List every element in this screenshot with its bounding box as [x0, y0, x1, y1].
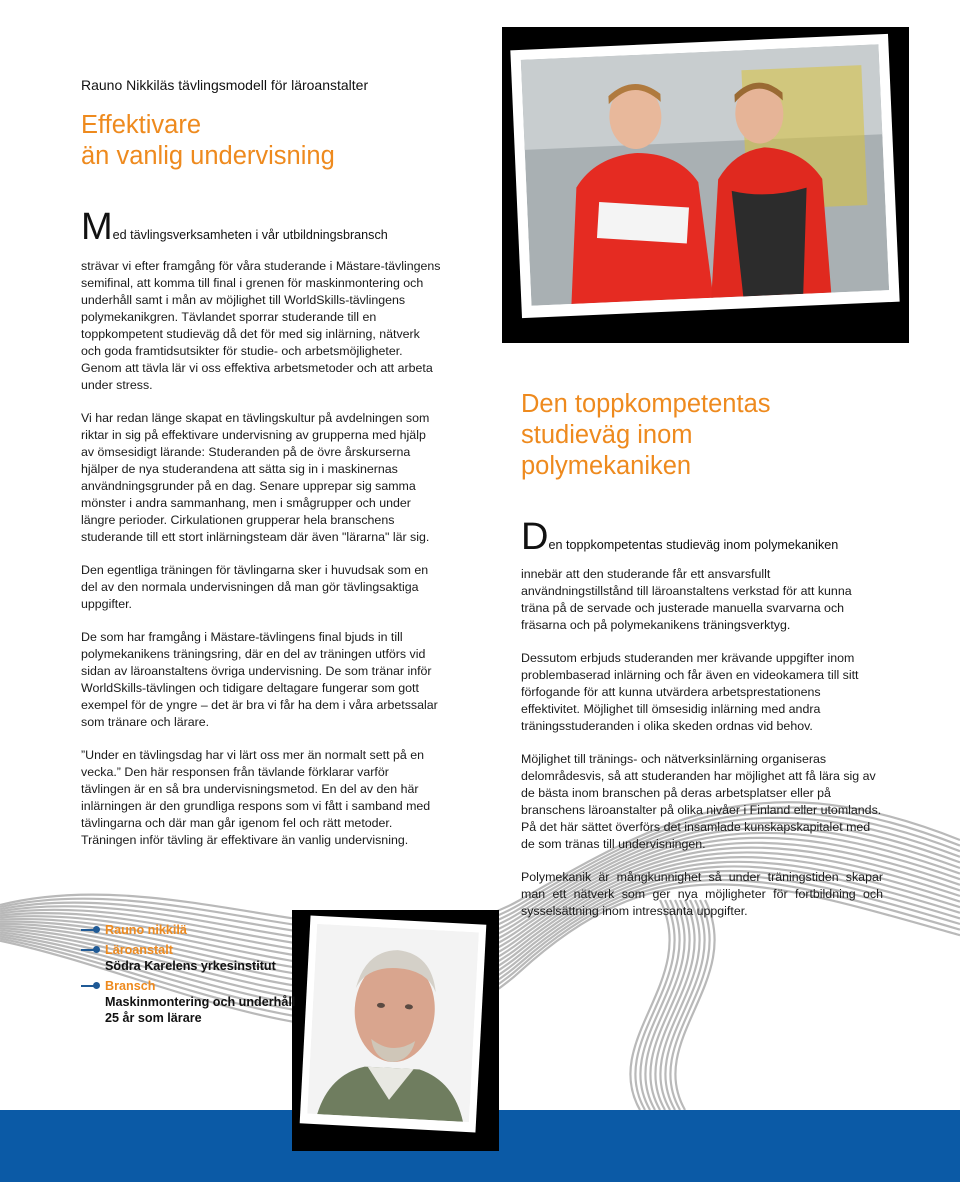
info-name: Rauno nikkilä — [105, 923, 187, 937]
portrait-photo — [307, 924, 479, 1122]
info-row-name — [81, 922, 301, 938]
info-experience: 25 år som lärare — [105, 1011, 202, 1025]
info-institution: Södra Karelens yrkesinstitut — [105, 959, 276, 973]
page-title-line-1: Effektivare — [81, 111, 202, 139]
bullet-icon — [81, 949, 97, 951]
dropcap-d: D — [521, 516, 549, 558]
left-paragraph-5: ”Under en tävlingsdag har vi lärt oss mer än normalt sett på en vecka.” Den här responsen från tävlande förklarar varför tävlingen är en så bra undervisningsmetod. En del av den här inlärningen är den grundliga respons som vi fått i samband med tävlingarna och där man går igenom fel och rätt metoder. Träningen inför tävling är effektivare än vanlig undervisning. — [81, 748, 431, 847]
section-title-line-3: polymekaniken — [521, 452, 692, 480]
top-photo — [521, 44, 889, 305]
author-info — [81, 922, 301, 1030]
left-paragraph-3: Den egentliga träningen för tävlingarna sker i huvudsak som en del av den normala undervisningen då man gör tävlingsaktiga uppgifter. — [81, 563, 429, 611]
right-intro-line — [521, 517, 838, 557]
dropcap-m: M — [81, 206, 113, 248]
page-title-line-2: än vanlig undervisning — [81, 142, 335, 170]
bullet-icon — [81, 985, 97, 987]
bullet-icon — [81, 929, 97, 931]
right-paragraph-3: Möjlighet till tränings- och nätverksinlärning organiseras delområdesvis, så att studeranden har möjlighet att få lära sig av de bästa inom branschen på deras arbetsplatser eller på branschens läroanstalter på olika nivåer i Finland eller utomlands. På det här sättet överförs det insamlade kunskapskapitalet med de som tränas till undervisningen. — [521, 752, 882, 851]
kicker-text: Rauno Nikkiläs tävlingsmodell för läroanstalter — [81, 77, 369, 93]
left-intro-line — [81, 207, 441, 247]
right-paragraph-2: Dessutom erbjuds studeranden mer krävande uppgifter inom problembaserad inlärning och får även en videokamera till sitt förfogande för att kunna utvärdera arbetsprestationens effektivitet. Möjlighet till ömsesidig inlärning med andra träningsstuderanden i olika skeden ordnas vid behov. — [521, 651, 859, 733]
right-paragraph-1: innebär att den studerande får ett ansvarsfullt användningstillstånd till läroanstaltens verkstad för att kunna träna på de servade och justerade manuella svarvarna och fräsarna och på polymekanikens träningsverktyg. — [521, 567, 852, 632]
info-row-institution — [81, 942, 301, 974]
right-paragraph-4: Polymekanik är mångkunnighet så under träningstiden skapar man ett nätverk som ger nya möjligheter för fortbildning och sysselsättning inom intressanta uppgifter. — [521, 870, 883, 918]
portrait-card — [300, 916, 487, 1133]
section-title-line-2: studieväg inom — [521, 421, 693, 449]
info-institution-label: Läroanstalt — [105, 943, 173, 957]
info-row-sector — [81, 978, 301, 1026]
left-body — [81, 258, 441, 865]
info-sector: Maskinmontering och underhåll — [105, 995, 296, 1009]
left-paragraph-1: strävar vi efter framgång för våra studerande i Mästare-tävlingens semifinal, att komma till final i grenen för maskinmontering och underhåll samt i mån av möjlighet till WorldSkills-tävlingens polymekanikgren. Tävlandet sporrar studerande till en toppkompetent studieväg då det för med sig inlärning, nätverk och goda framtidsutsikter för studie- och arbetsmöjligheter. Genom att tävla lär vi oss effektiva arbetsmetoder och att arbeta under stress. — [81, 259, 441, 392]
top-photo-card — [510, 34, 899, 318]
section-title — [521, 389, 771, 482]
right-body — [521, 566, 883, 936]
left-paragraph-2: Vi har redan länge skapat en tävlingskultur på avdelningen som riktar in sig på effektivare undervisning av grupperna med hjälp av ömsesidigt lärande: Studeranden på de övre årskurserna hjälper de nya studerandena att sätta sig in i maskinernas användningsgrunder på en dag. Senare upprepar sig samma mönster i andra sammanhang, men i smågrupper och under längre perioder. Cirkulationen grupperar hela branschens studerande till ett stort inlärningsteam där även "lärarna" lär sig. — [81, 411, 430, 544]
left-intro-text: ed tävlingsverksamheten i vår utbildningsbransch — [112, 228, 388, 242]
section-title-line-1: Den toppkompetentas — [521, 390, 771, 418]
left-paragraph-4: De som har framgång i Mästare-tävlingens final bjuds in till polymekanikens träningsring, där en del av träningen utförs vid sidan av läroanstaltens övriga undervisning. De som tränar inför WorldSkills-tävlingen och tidigare deltagare fungerar som gott exempel för de yngre – det är bra vi får ha dem i våra arbetssalar som tränare och lärare. — [81, 630, 438, 729]
right-intro-text: en toppkompetentas studieväg inom polymekaniken — [548, 538, 839, 552]
info-sector-label: Bransch — [105, 979, 156, 993]
page-title — [81, 110, 335, 172]
